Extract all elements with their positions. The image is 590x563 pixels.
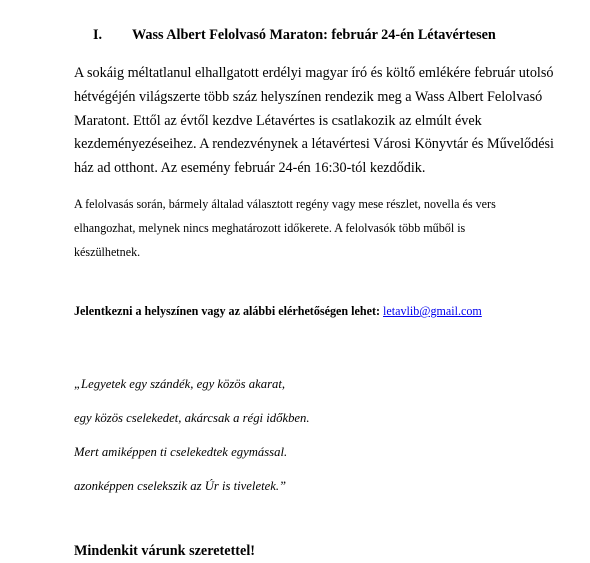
section-number: I. — [93, 27, 103, 43]
paragraph-line: készülhetnek. — [74, 245, 141, 260]
quote-line: azonképpen cselekszik az Úr is tiveletek.” — [74, 479, 287, 493]
quote-block — [74, 367, 310, 503]
paragraph-line: A felolvasás során, bármely általad választott regény vagy mese részlet, novella és vers — [74, 197, 496, 211]
email-link[interactable]: letavlib@gmail.com — [383, 304, 482, 318]
section-title: Wass Albert Felolvasó Maraton: február 24-én Létavértesen — [132, 27, 496, 43]
paragraph-line: elhangozhat, melynek nincs meghatározott időkerete. A felolvasók több műből is — [74, 221, 466, 236]
contact-label: Jelentkezni a helyszínen vagy az alábbi elérhetőségen lehet: — [74, 304, 380, 318]
quote-line: egy közös cselekedet, akárcsak a régi időkben. — [74, 411, 310, 425]
paragraph-line: hétvégéjén világszerte több száz helyszínen rendezik meg a Wass Albert Felolvasó — [74, 88, 543, 105]
quote-line: Mert amiképpen ti cselekedtek egymással. — [74, 445, 288, 459]
closing-line: Mindenkit várunk szeretettel! — [74, 543, 255, 559]
intro-paragraph — [74, 62, 564, 181]
paragraph-line: Maratont. Ettől az évtől kezdve Létavértes is csatlakozik az elmúlt évek — [74, 112, 482, 129]
quote-line: „Legyetek egy szándék, egy közös akarat, — [74, 377, 286, 391]
contact-line — [74, 304, 482, 319]
paragraph-line: ház ad otthont. Az esemény február 24-én 16:30-tól kezdődik. — [74, 160, 426, 177]
details-paragraph — [74, 192, 564, 265]
paragraph-line: kezdeményezéseihez. A rendezvénynek a létavértesi Városi Könyvtár és Művelődési — [74, 136, 554, 153]
paragraph-line: A sokáig méltatlanul elhallgatott erdélyi magyar író és költő emlékére február utolsó — [74, 65, 554, 81]
